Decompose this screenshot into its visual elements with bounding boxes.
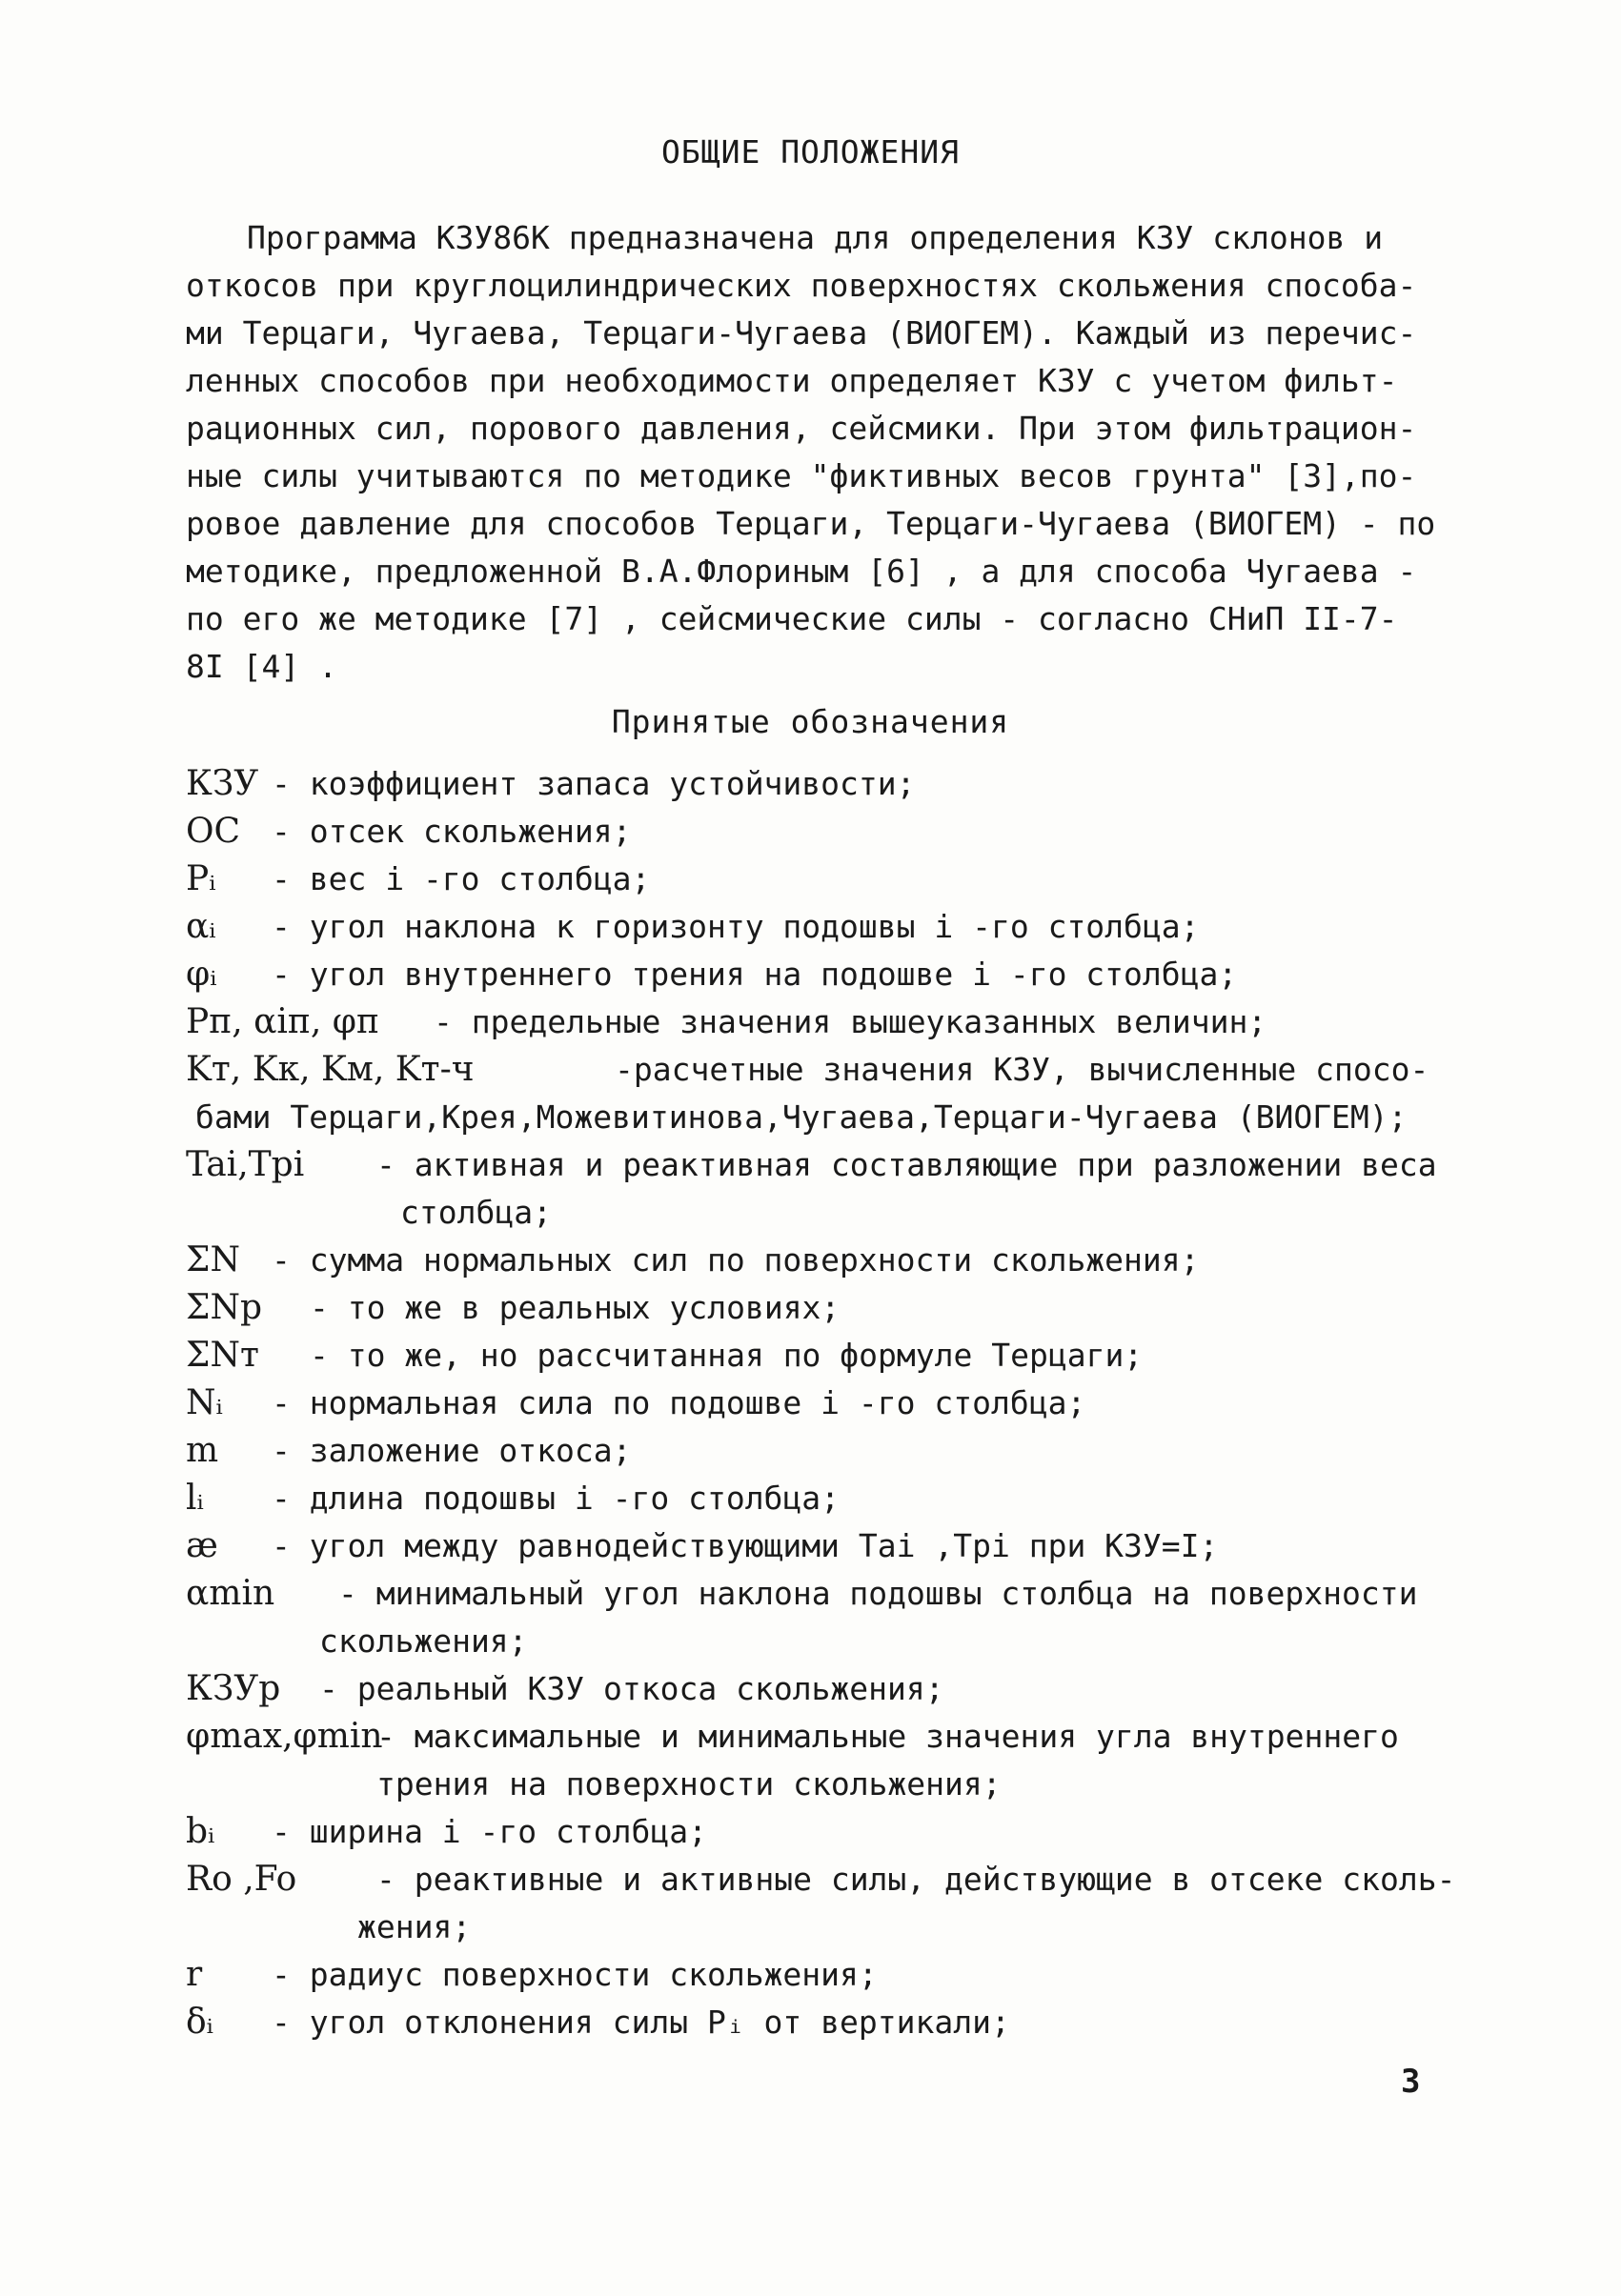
- intro-paragraph: [186, 214, 1444, 691]
- intro-line: 8I [4] .: [186, 648, 337, 685]
- notation-symbol: ΣN: [186, 1240, 240, 1279]
- notation-description: - отсек скольжения;: [272, 813, 632, 850]
- notation-entry: [186, 1713, 1453, 1808]
- notation-symbol: Pᵢ: [186, 859, 216, 898]
- notation-description: - коэффициент запаса устойчивости;: [272, 765, 916, 802]
- notation-description: - сумма нормальных сил по поверхности скольжения;: [272, 1241, 1200, 1279]
- notation-continuation: бами Терцаги,Крея,Можевитинова,Чугаева,Терцаги-Чугаева (ВИОГЕМ);: [195, 1098, 1408, 1136]
- notation-entry: [186, 760, 1453, 808]
- intro-line: ные силы учитываются по методике "фиктивных весов грунта" [3],по-: [186, 457, 1417, 494]
- notation-entry: [186, 1141, 1453, 1237]
- notation-continuation: трения на поверхности скольжения;: [376, 1765, 1002, 1803]
- notation-symbol: m: [186, 1431, 219, 1470]
- notation-heading: Принятые обозначения: [611, 703, 1010, 740]
- intro-line: рационных сил, порового давления, сейсмики. При этом фильтрацион-: [186, 410, 1417, 447]
- notation-description: - то же в реальных условиях;: [310, 1289, 841, 1326]
- notation-description: - реальный КЗУ откоса скольжения;: [319, 1670, 944, 1707]
- notation-symbol: r: [186, 1955, 203, 1994]
- notation-symbol: æ: [186, 1526, 218, 1565]
- notation-entry: [186, 1570, 1453, 1665]
- notation-entry: [186, 1951, 1453, 1999]
- intro-line: по его же методике [7] , сейсмические силы - согласно СНиП II-7-: [186, 600, 1398, 637]
- intro-line: Программа КЗУ86К предназначена для определения КЗУ склонов и: [247, 219, 1384, 256]
- notation-description: - максимальные и минимальные значения угла внутреннего: [376, 1718, 1399, 1755]
- page-number: 3: [1401, 2063, 1421, 2101]
- notation-description: -расчетные значения КЗУ, вычисленные спосо-: [615, 1051, 1429, 1088]
- intro-line: ровое давление для способов Терцаги, Терцаги-Чугаева (ВИОГЕМ) - по: [186, 505, 1436, 542]
- notation-symbol: Pп, αiп, φп: [186, 1002, 380, 1041]
- notation-entry: [186, 1284, 1453, 1332]
- notation-symbol: δᵢ: [186, 2003, 213, 2042]
- notation-description: - радиус поверхности скольжения;: [272, 1956, 878, 1993]
- intro-line: ленных способов при необходимости определяет КЗУ с учетом фильт-: [186, 362, 1398, 399]
- notation-symbol: Kт, Kк, Kм, Kт-ч: [186, 1050, 475, 1089]
- notation-entry: [186, 1380, 1453, 1427]
- notation-entry: [186, 1237, 1453, 1284]
- notation-symbol: ΣNр: [186, 1288, 262, 1327]
- section-heading: ОБЩИЕ ПОЛОЖЕНИЯ: [660, 133, 960, 171]
- notation-description: - вес i -го столбца;: [272, 860, 651, 897]
- notation-symbol: bᵢ: [186, 1812, 215, 1851]
- intro-line: откосов при круглоцилиндрических поверхностях скольжения способа-: [186, 267, 1417, 304]
- notation-entry: [186, 998, 1453, 1046]
- notation-description: - заложение откоса;: [272, 1432, 632, 1469]
- notation-entry: [186, 1046, 1453, 1141]
- notation-description: - угол между равнодействующими Tai ,Tpi при КЗУ=I;: [272, 1527, 1219, 1564]
- notation-description: - нормальная сила по подошве i -го столбца;: [272, 1384, 1086, 1421]
- notation-entry: [186, 1332, 1453, 1380]
- notation-description: - ширина i -го столбца;: [272, 1813, 707, 1850]
- notation-symbol: ОС: [186, 812, 241, 851]
- notation-description: - длина подошвы i -го столбца;: [272, 1480, 841, 1517]
- notation-continuation: скольжения;: [319, 1622, 528, 1660]
- notation-symbol: αmin: [186, 1574, 275, 1613]
- notation-description: - предельные значения вышеуказанных величин;: [434, 1003, 1267, 1040]
- notation-list: [186, 760, 1456, 2046]
- notation-entry: [186, 903, 1453, 951]
- notation-entry: [186, 1665, 1453, 1713]
- notation-entry: [186, 1427, 1453, 1475]
- notation-entry: [186, 1808, 1453, 1856]
- notation-entry: [186, 1475, 1453, 1522]
- notation-continuation: жения;: [357, 1908, 472, 1945]
- notation-symbol: Ro ,Fo: [186, 1860, 297, 1899]
- notation-symbol: КЗУ: [186, 764, 259, 803]
- notation-symbol: Nᵢ: [186, 1383, 223, 1422]
- notation-symbol: КЗУр: [186, 1669, 281, 1708]
- intro-line: методике, предложенной В.А.Флориным [6] , а для способа Чугаева -: [186, 553, 1417, 590]
- notation-entry: [186, 1999, 1453, 2046]
- notation-entry: [186, 808, 1453, 856]
- notation-symbol: ΣNт: [186, 1336, 259, 1375]
- notation-entry: [186, 856, 1453, 903]
- notation-entry: [186, 1856, 1456, 1951]
- notation-symbol: φmax,φmin: [186, 1717, 383, 1756]
- notation-entry: [186, 1522, 1453, 1570]
- notation-description: - угол наклона к горизонту подошвы i -го столбца;: [272, 908, 1200, 945]
- notation-continuation: столбца;: [400, 1194, 552, 1231]
- notation-description: - реактивные и активные силы, действующие в отсеке сколь-: [376, 1861, 1456, 1898]
- notation-symbol: φᵢ: [186, 955, 217, 994]
- notation-description: - угол внутреннего трения на подошве i -го столбца;: [272, 956, 1238, 993]
- notation-description: - активная и реактивная составляющие при разложении веса: [376, 1146, 1437, 1183]
- notation-symbol: αᵢ: [186, 907, 216, 946]
- notation-symbol: lᵢ: [186, 1479, 204, 1518]
- notation-symbol: Tai,Tpi: [186, 1145, 305, 1184]
- notation-description: - то же, но рассчитанная по формуле Терцаги;: [310, 1337, 1144, 1374]
- notation-description: - угол отклонения силы Pᵢ от вертикали;: [272, 2004, 1010, 2041]
- notation-entry: [186, 951, 1453, 998]
- intro-line: ми Терцаги, Чугаева, Терцаги-Чугаева (ВИОГЕМ). Каждый из перечис-: [186, 314, 1417, 352]
- notation-description: - минимальный угол наклона подошвы столбца на поверхности: [338, 1575, 1418, 1612]
